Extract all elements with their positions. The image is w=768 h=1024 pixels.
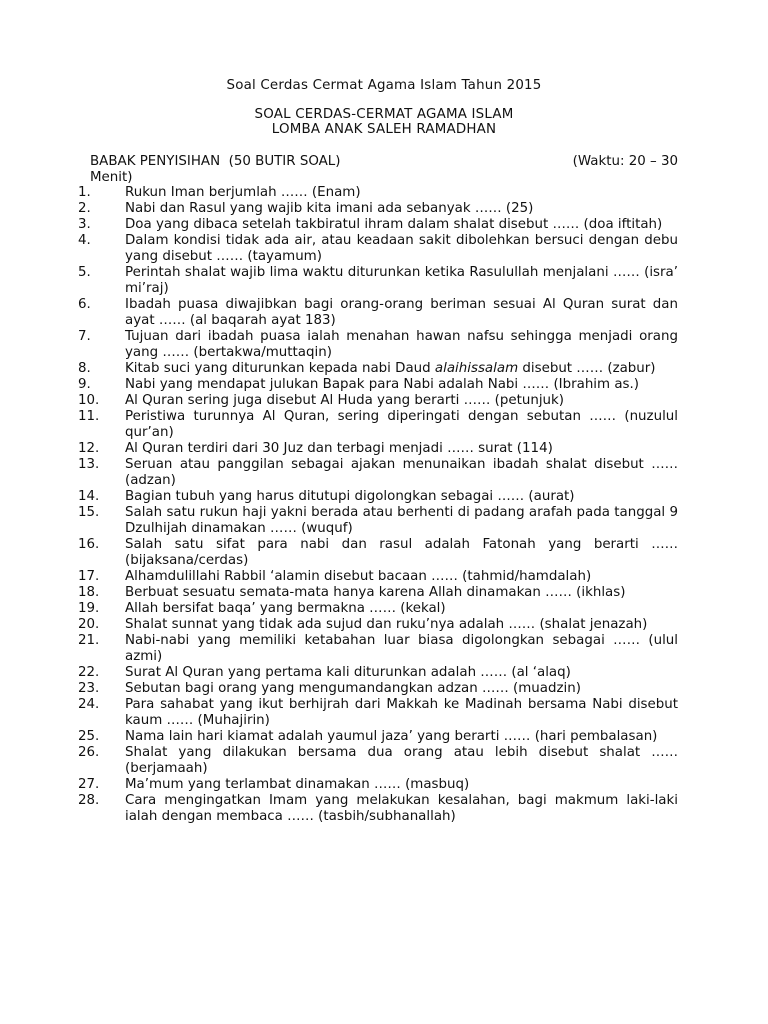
question-number: 4. [78, 233, 91, 248]
question-number: 22. [78, 665, 100, 680]
question-item [78, 201, 678, 217]
question-number: 12. [78, 441, 100, 456]
question-number: 7. [78, 329, 91, 344]
question-item [78, 633, 678, 665]
question-text: Para sahabat yang ikut berhijrah dari Makkah ke Madinah bersama Nabi disebut kaum …… (Muhajirin) [125, 697, 678, 728]
question-item [78, 745, 678, 777]
document-title: Soal Cerdas Cermat Agama Islam Tahun 2015 [226, 78, 542, 93]
question-number: 11. [78, 409, 100, 424]
question-number: 17. [78, 569, 100, 584]
question-text: Nabi yang mendapat julukan Bapak para Nabi adalah Nabi …… (Ibrahim as.) [125, 377, 639, 392]
question-text: Dalam kondisi tidak ada air, atau keadaan sakit dibolehkan bersuci dengan debu yang disebut …… (tayamum) [125, 233, 678, 264]
question-text: Alhamdulillahi Rabbil ‘alamin disebut bacaan …… (tahmid/hamdalah) [125, 569, 592, 584]
question-text: Sebutan bagi orang yang mengumandangkan adzan …… (muadzin) [125, 681, 581, 696]
question-item [78, 489, 678, 505]
question-text: Allah bersifat baqa’ yang bermakna …… (kekal) [125, 601, 446, 616]
question-item [78, 729, 678, 745]
question-item [78, 777, 678, 793]
question-item [78, 441, 678, 457]
question-text: Bagian tubuh yang harus ditutupi digolongkan sebagai …… (aurat) [125, 489, 575, 504]
question-number: 2. [78, 201, 91, 216]
question-item [78, 681, 678, 697]
question-number: 8. [78, 361, 91, 376]
question-number: 21. [78, 633, 100, 648]
question-text: Rukun Iman berjumlah …… (Enam) [125, 185, 361, 200]
question-number: 13. [78, 457, 100, 472]
question-number: 18. [78, 585, 100, 600]
question-number: 25. [78, 729, 100, 744]
question-item [78, 537, 678, 569]
question-number: 20. [78, 617, 100, 632]
question-text: Surat Al Quran yang pertama kali diturunkan adalah …… (al ‘alaq) [125, 665, 571, 680]
question-number: 10. [78, 393, 100, 408]
question-text: Tujuan dari ibadah puasa ialah menahan hawan nafsu sehingga menjadi orang yang …… (bertakwa/muttaqin) [125, 329, 678, 360]
question-number: 6. [78, 297, 91, 312]
question-item [78, 265, 678, 297]
question-text: Nabi dan Rasul yang wajib kita imani ada sebanyak …… (25) [125, 201, 534, 216]
question-item [78, 569, 678, 585]
question-number: 26. [78, 745, 100, 760]
question-item [78, 361, 678, 377]
question-text: Peristiwa turunnya Al Quran, sering diperingati dengan sebutan …… (nuzulul qur’an) [125, 409, 678, 440]
question-item [78, 233, 678, 265]
question-text: Ibadah puasa diwajibkan bagi orang-orang beriman sesuai Al Quran surat dan ayat …… (al baqarah ayat 183) [125, 297, 678, 328]
question-number: 1. [78, 185, 91, 200]
time-label-continuation: Menit) [90, 170, 133, 185]
question-item [78, 505, 678, 537]
question-number: 28. [78, 793, 100, 808]
question-number: 14. [78, 489, 100, 504]
question-text: Berbuat sesuatu semata-mata hanya karena Allah dinamakan …… (ikhlas) [125, 585, 626, 600]
question-item [78, 409, 678, 441]
question-number: 23. [78, 681, 100, 696]
question-number: 27. [78, 777, 100, 792]
question-item [78, 457, 678, 489]
question-item [78, 617, 678, 633]
question-text: Doa yang dibaca setelah takbiratul ihram dalam shalat disebut …… (doa iftitah) [125, 217, 663, 232]
question-text: Nabi-nabi yang memiliki ketabahan luar biasa digolongkan sebagai …… (ulul azmi) [125, 633, 678, 664]
question-number: 9. [78, 377, 91, 392]
question-text: Perintah shalat wajib lima waktu diturunkan ketika Rasulullah menjalani …… (isra’ mi’raj) [125, 265, 678, 296]
question-number: 5. [78, 265, 91, 280]
question-item [78, 329, 678, 361]
question-item [78, 601, 678, 617]
question-item [78, 185, 678, 201]
question-list [78, 185, 678, 825]
question-number: 3. [78, 217, 91, 232]
section-header [90, 154, 678, 186]
question-text: Shalat yang dilakukan bersama dua orang atau lebih disebut shalat …… (berjamaah) [125, 745, 678, 776]
time-label: (Waktu: 20 – 30 [572, 154, 678, 169]
question-number: 19. [78, 601, 100, 616]
heading-line-2: LOMBA ANAK SALEH RAMADHAN [271, 122, 497, 137]
question-text: Cara mengingatkan Imam yang melakukan kesalahan, bagi makmum laki-laki ialah dengan membaca …… (tasbih/subhanallah) [125, 793, 678, 824]
question-text: Shalat sunnat yang tidak ada sujud dan ruku’nya adalah …… (shalat jenazah) [125, 617, 648, 632]
question-text: Al Quran sering juga disebut Al Huda yang berarti …… (petunjuk) [125, 393, 565, 408]
question-item [78, 393, 678, 409]
section-label: BABAK PENYISIHAN (50 BUTIR SOAL) [90, 154, 341, 169]
question-item [78, 793, 678, 825]
question-number: 16. [78, 537, 100, 552]
question-text: Salah satu rukun haji yakni berada atau berhenti di padang arafah pada tanggal 9 Dzulhijah dinamakan …… (wuquf) [125, 505, 678, 536]
question-number: 15. [78, 505, 100, 520]
question-number: 24. [78, 697, 100, 712]
question-text: Kitab suci yang diturunkan kepada nabi Daud alaihissalam disebut …… (zabur) [125, 361, 656, 376]
question-text: Seruan atau panggilan sebagai ajakan menunaikan ibadah shalat disebut …… (adzan) [125, 457, 678, 488]
heading-line-1: SOAL CERDAS-CERMAT AGAMA ISLAM [254, 107, 514, 122]
question-text: Al Quran terdiri dari 30 Juz dan terbagi menjadi …… surat (114) [125, 441, 553, 456]
question-item [78, 377, 678, 393]
question-item [78, 217, 678, 233]
question-item [78, 297, 678, 329]
question-text: Nama lain hari kiamat adalah yaumul jaza’ yang berarti …… (hari pembalasan) [125, 729, 658, 744]
question-item [78, 585, 678, 601]
question-text: Ma’mum yang terlambat dinamakan …… (masbuq) [125, 777, 470, 792]
question-item [78, 665, 678, 681]
question-item [78, 697, 678, 729]
question-text: Salah satu sifat para nabi dan rasul adalah Fatonah yang berarti …… (bijaksana/cerdas) [125, 537, 678, 568]
